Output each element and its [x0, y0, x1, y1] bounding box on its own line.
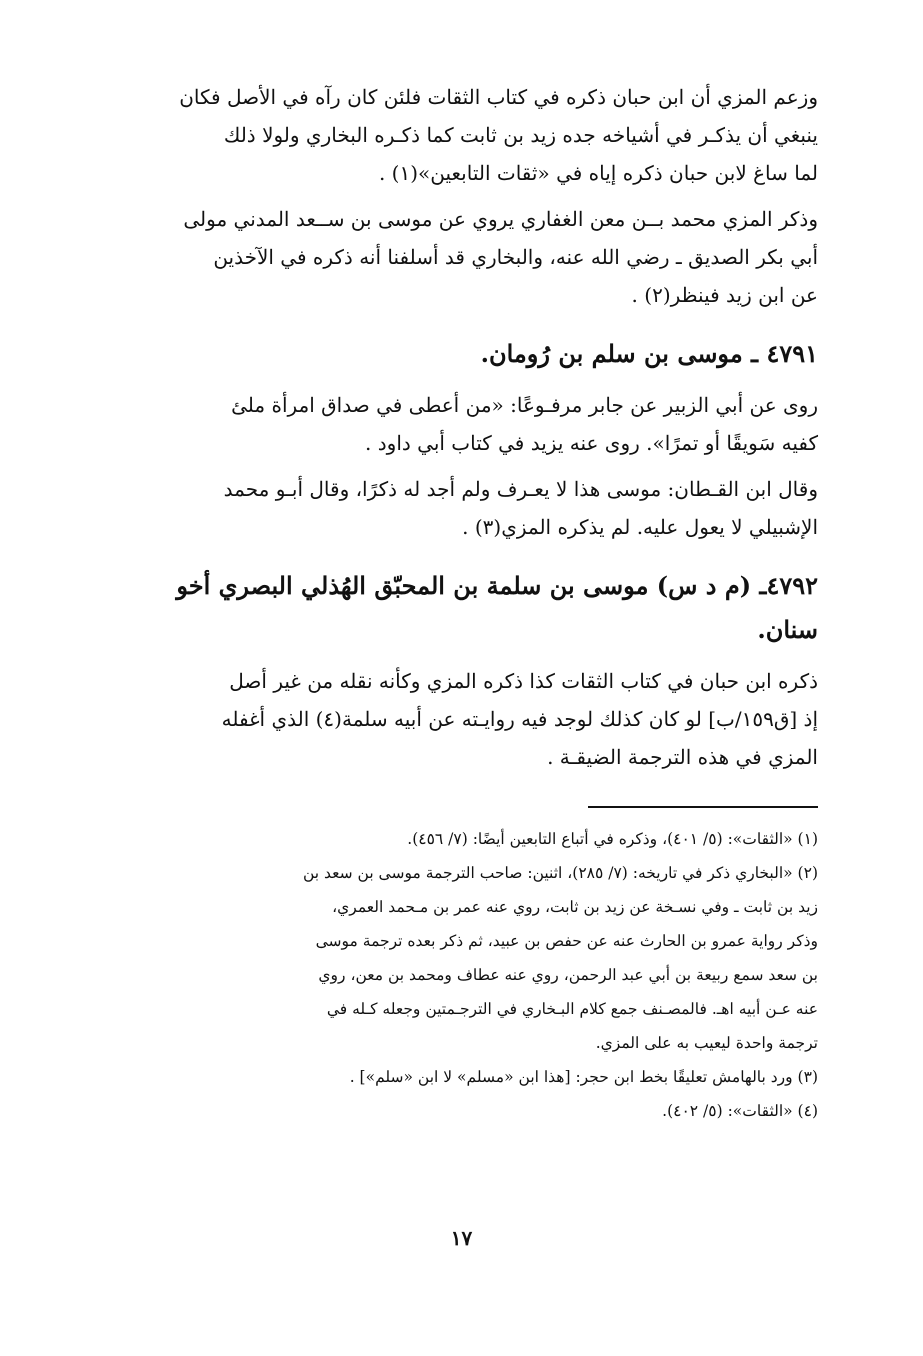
text-line: (٣) ورد بالهامش تعليقًا بخط ابن حجر: [هذا ابن «مسلم» لا ابن «سلم»] . — [349, 1068, 818, 1086]
text-line: لما ساغ لابن حبان ذكره إياه في «ثقات التابعين»(١) . — [378, 161, 818, 185]
text-line: وقال ابن القـطان: موسى هذا لا يعـرف ولم أجد له ذكرًا، وقال أبـو محمد — [223, 477, 818, 501]
text-line: إذ [ق١٥٩/ب] لو كان كذلك لوجد فيه روايـته عن أبيه سلمة(٤) الذي أغفله — [221, 707, 818, 731]
text-line: كفيه سَويقًا أو تمرًا». روى عنه يزيد في كتاب أبي داود . — [365, 431, 818, 455]
text-line: عن ابن زيد فينظر(٢) . — [631, 283, 818, 307]
text-line: روى عن أبي الزبير عن جابر مرفـوعًا: «من أعطى في صداق امرأة ملئ — [231, 393, 818, 417]
entry-heading-4792: ٤٧٩٢ـ (م د س) موسى بن سلمة بن المحبّق الهُذلي البصري أخو سنان. — [176, 571, 818, 644]
text-line: (٤) «الثقات»: (٥/ ٤٠٢). — [662, 1102, 818, 1120]
entry-heading-4791: ٤٧٩١ ـ موسى بن سلم بن رُومان. — [480, 339, 818, 368]
footnote-1 — [108, 822, 818, 856]
text-line: (٢) «البخاري ذكر في تاريخه: (٧/ ٢٨٥)، اثنين: صاحب الترجمة موسى بن سعد بن — [302, 864, 818, 882]
text-line: ترجمة واحدة ليعيب به على المزي. — [595, 1034, 818, 1052]
paragraph-4 — [108, 470, 818, 546]
paragraph-3 — [108, 386, 818, 462]
footnote-separator — [588, 806, 818, 808]
text-line: (١) «الثقات»: (٥/ ٤٠١)، وذكره في أتباع التابعين أيضًا: (٧/ ٤٥٦). — [407, 830, 818, 848]
text-line: وذكر رواية عمرو بن الحارث عنه عن حفص بن عبيد، ثم ذكر بعده ترجمة موسى — [315, 932, 818, 950]
text-line: ذكره ابن حبان في كتاب الثقات كذا ذكره المزي وكأنه نقله من غير أصل — [229, 669, 818, 693]
paragraph-5 — [108, 662, 818, 776]
text-line: وزعم المزي أن ابن حبان ذكره في كتاب الثقات فلئن كان رآه في الأصل فكان — [179, 85, 818, 109]
footnote-4 — [108, 1094, 818, 1128]
page-number: ١٧ — [450, 1226, 473, 1250]
footnote-2 — [108, 856, 818, 1060]
footnote-3 — [108, 1060, 818, 1094]
paragraph-1 — [108, 78, 818, 192]
text-line: الإشبيلي لا يعول عليه. لم يذكره المزي(٣) . — [462, 515, 818, 539]
text-line: زيد بن ثابت ـ وفي نسـخة عن زيد بن ثابت، روي عنه عمر بن مـحمد العمري، — [332, 898, 818, 916]
page-content — [108, 78, 818, 1128]
text-line: المزي في هذه الترجمة الضيقـة . — [547, 745, 818, 769]
text-line: عنه عـن أبيه اهـ. فالمصـنف جمع كلام البـخاري في الترجـمتين وجعله كـله في — [326, 1000, 818, 1018]
text-line: بن سعد سمع ربيعة بن أبي عبد الرحمن، روي عنه عطاف ومحمد بن معن، روي — [318, 966, 818, 984]
text-line: ينبغي أن يذكـر في أشياخه جده زيد بن ثابت كما ذكـره البخاري ولولا ذلك — [223, 123, 818, 147]
paragraph-2 — [108, 200, 818, 314]
text-line: وذكر المزي محمد بــن معن الغفاري يروي عن موسى بن ســعد المدني مولى — [183, 207, 818, 231]
text-line: أبي بكر الصديق ـ رضي الله عنه، والبخاري قد أسلفنا أنه ذكره في الآخذين — [213, 245, 818, 269]
